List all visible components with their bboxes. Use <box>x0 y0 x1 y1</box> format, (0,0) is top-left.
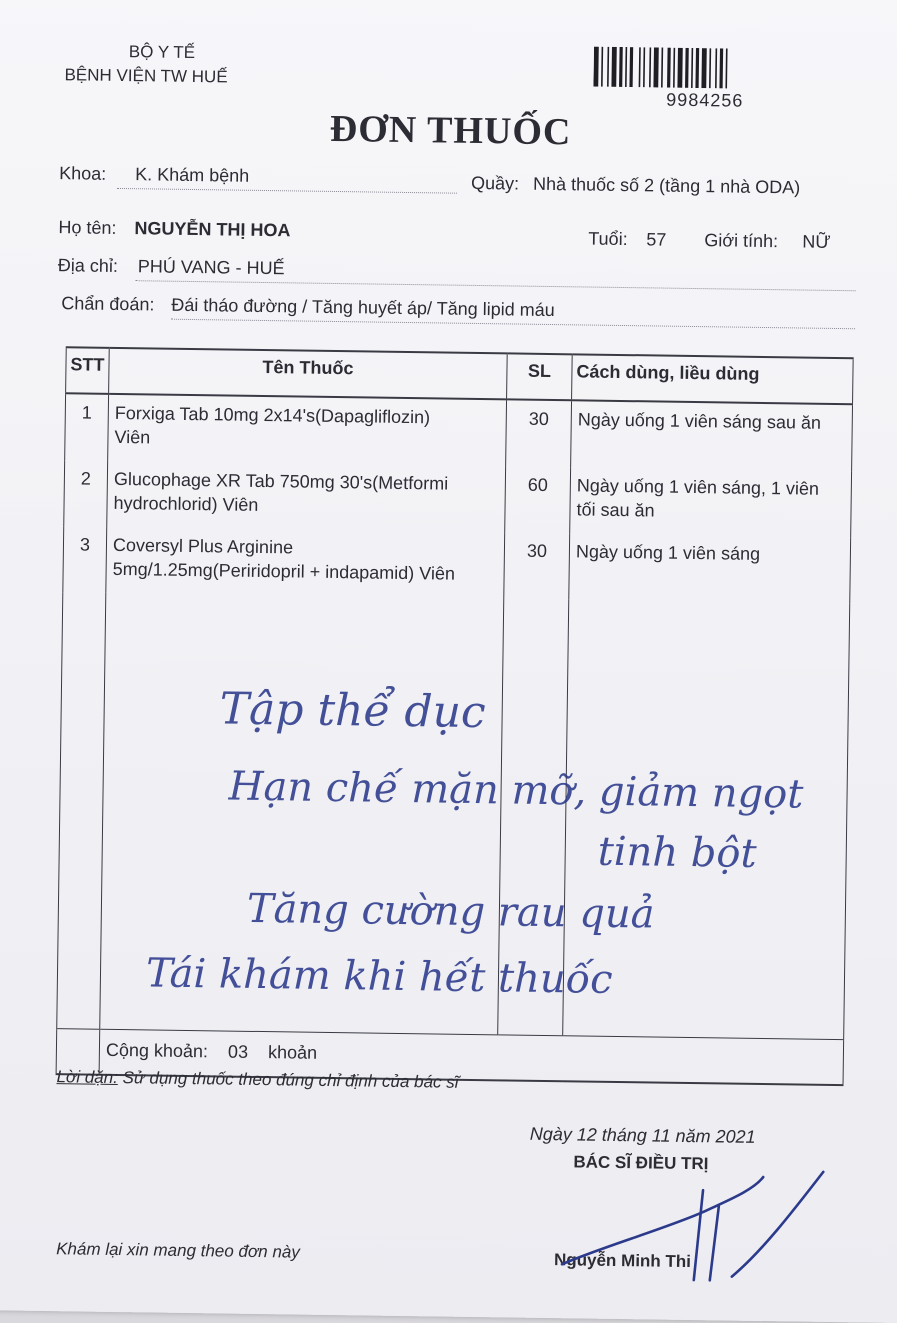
table-row <box>65 393 853 471</box>
diagnosis-label: Chẩn đoán: <box>61 293 155 315</box>
barcode-bar <box>649 47 651 87</box>
barcode-bar <box>719 48 723 88</box>
drug-name-line1: Forxiga Tab 10mg 2x14's(Dapagliflozin) <box>114 402 431 428</box>
advice-text: Sử dụng thuốc theo đúng chỉ định của bác sĩ <box>122 1068 459 1092</box>
drug-name-line2: 5mg/1.25mg(Periridopril + indapamid) Viên <box>112 558 456 584</box>
doctor-name: Nguyễn Minh Thi <box>553 1250 692 1272</box>
total-unit: khoản <box>267 1042 318 1063</box>
barcode-bar <box>661 48 663 88</box>
barcode-bar <box>667 48 671 88</box>
patient-name-value: NGUYỄN THỊ HOA <box>134 218 291 241</box>
col-qty-header: SL <box>507 353 573 400</box>
barcode-bar <box>611 47 616 87</box>
row-qty: 30 <box>506 399 572 467</box>
gender-label: Giới tính: <box>704 230 779 252</box>
handwritten-note-3: tinh bột <box>597 828 757 877</box>
ministry-name: BỘ Y TẾ <box>128 42 196 63</box>
row-stt: 1 <box>65 393 109 461</box>
row-drug-name <box>106 527 505 599</box>
table-row <box>63 526 851 603</box>
barcode-bar <box>625 47 627 87</box>
age-value: 57 <box>646 229 667 250</box>
advice-line <box>56 1067 458 1093</box>
counter-value: Nhà thuốc số 2 (tầng 1 nhà ODA) <box>532 173 801 198</box>
barcode <box>593 47 809 90</box>
barcode-bar <box>607 47 609 87</box>
barcode-bar <box>593 47 598 87</box>
total-count: 03 <box>227 1041 249 1062</box>
revisit-note: Khám lại xin mang theo đơn này <box>56 1239 300 1262</box>
row-drug-name <box>108 394 507 467</box>
col-name-header: Tên Thuốc <box>109 348 508 400</box>
document-title: ĐƠN THUỐC <box>329 107 572 154</box>
diagnosis-value: Đái tháo đường / Tăng huyết áp/ Tăng lipid máu <box>171 294 555 321</box>
barcode-bar <box>677 48 682 88</box>
row-stt: 2 <box>64 460 108 527</box>
barcode-bar <box>601 47 603 87</box>
row-usage <box>571 400 853 471</box>
drug-name-line1: Coversyl Plus Arginine <box>112 534 294 558</box>
address-label: Địa chỉ: <box>57 255 119 276</box>
barcode-bar <box>629 47 633 87</box>
row-stt: 3 <box>63 526 107 593</box>
barcode-bar <box>673 48 675 88</box>
address-value: PHÚ VANG - HUẾ <box>137 256 285 279</box>
handwritten-note-4: Tăng cường rau quả <box>246 885 655 938</box>
advice-label: Lời dặn: <box>56 1067 119 1088</box>
gender-value: NỮ <box>802 231 831 252</box>
usage-line1: Ngày uống 1 viên sáng sau ăn <box>577 409 822 433</box>
hospital-name: BỆNH VIỆN TW HUẾ <box>64 65 228 87</box>
handwritten-note-2: Hạn chế mặn mỡ, giảm ngọt <box>228 763 804 818</box>
barcode-bar <box>695 48 699 88</box>
doctor-title: BÁC SĨ ĐIỀU TRỊ <box>573 1152 709 1174</box>
usage-line1: Ngày uống 1 viên sáng, 1 viên <box>576 475 820 499</box>
drug-name-line1: Glucophage XR Tab 750mg 30's(Metformi <box>113 468 449 494</box>
barcode-bar <box>701 48 706 88</box>
department-label: Khoa: <box>59 163 107 184</box>
handwritten-note-5: Tái khám khi hết thuốc <box>145 950 613 1003</box>
row-qty: 30 <box>504 532 570 599</box>
age-label: Tuổi: <box>588 228 628 250</box>
usage-line2: tối sau ăn <box>576 499 655 521</box>
barcode-bar <box>619 47 623 87</box>
prescription-date: Ngày 12 tháng 11 năm 2021 <box>529 1123 756 1147</box>
barcode-bar <box>685 48 689 88</box>
barcode-bar <box>715 48 717 88</box>
department-value: K. Khám bệnh <box>135 164 250 186</box>
barcode-number: 9984256 <box>666 89 744 111</box>
handwritten-note-1: Tập thể dục <box>219 683 487 739</box>
row-usage <box>569 533 851 603</box>
barcode-bar <box>653 47 658 87</box>
row-drug-name <box>107 461 506 533</box>
drug-name-line2: hydrochlorid) Viên <box>113 492 259 515</box>
row-usage <box>570 467 852 537</box>
barcode-bar <box>639 47 641 87</box>
barcode-bar <box>691 48 693 88</box>
col-usage-header: Cách dùng, liều dùng <box>572 354 854 404</box>
table-row <box>64 460 852 537</box>
barcode-bar <box>725 48 727 88</box>
usage-line1: Ngày uống 1 viên sáng <box>575 541 761 564</box>
barcode-bar <box>643 47 645 87</box>
total-label: Cộng khoản: <box>105 1039 209 1062</box>
counter-label: Quầy: <box>470 172 520 194</box>
patient-name-label: Họ tên: <box>58 217 117 238</box>
col-stt-header: STT <box>66 347 110 394</box>
row-qty: 60 <box>505 466 571 533</box>
barcode-bar <box>709 48 711 88</box>
drug-name-line2: Viên <box>114 426 151 448</box>
